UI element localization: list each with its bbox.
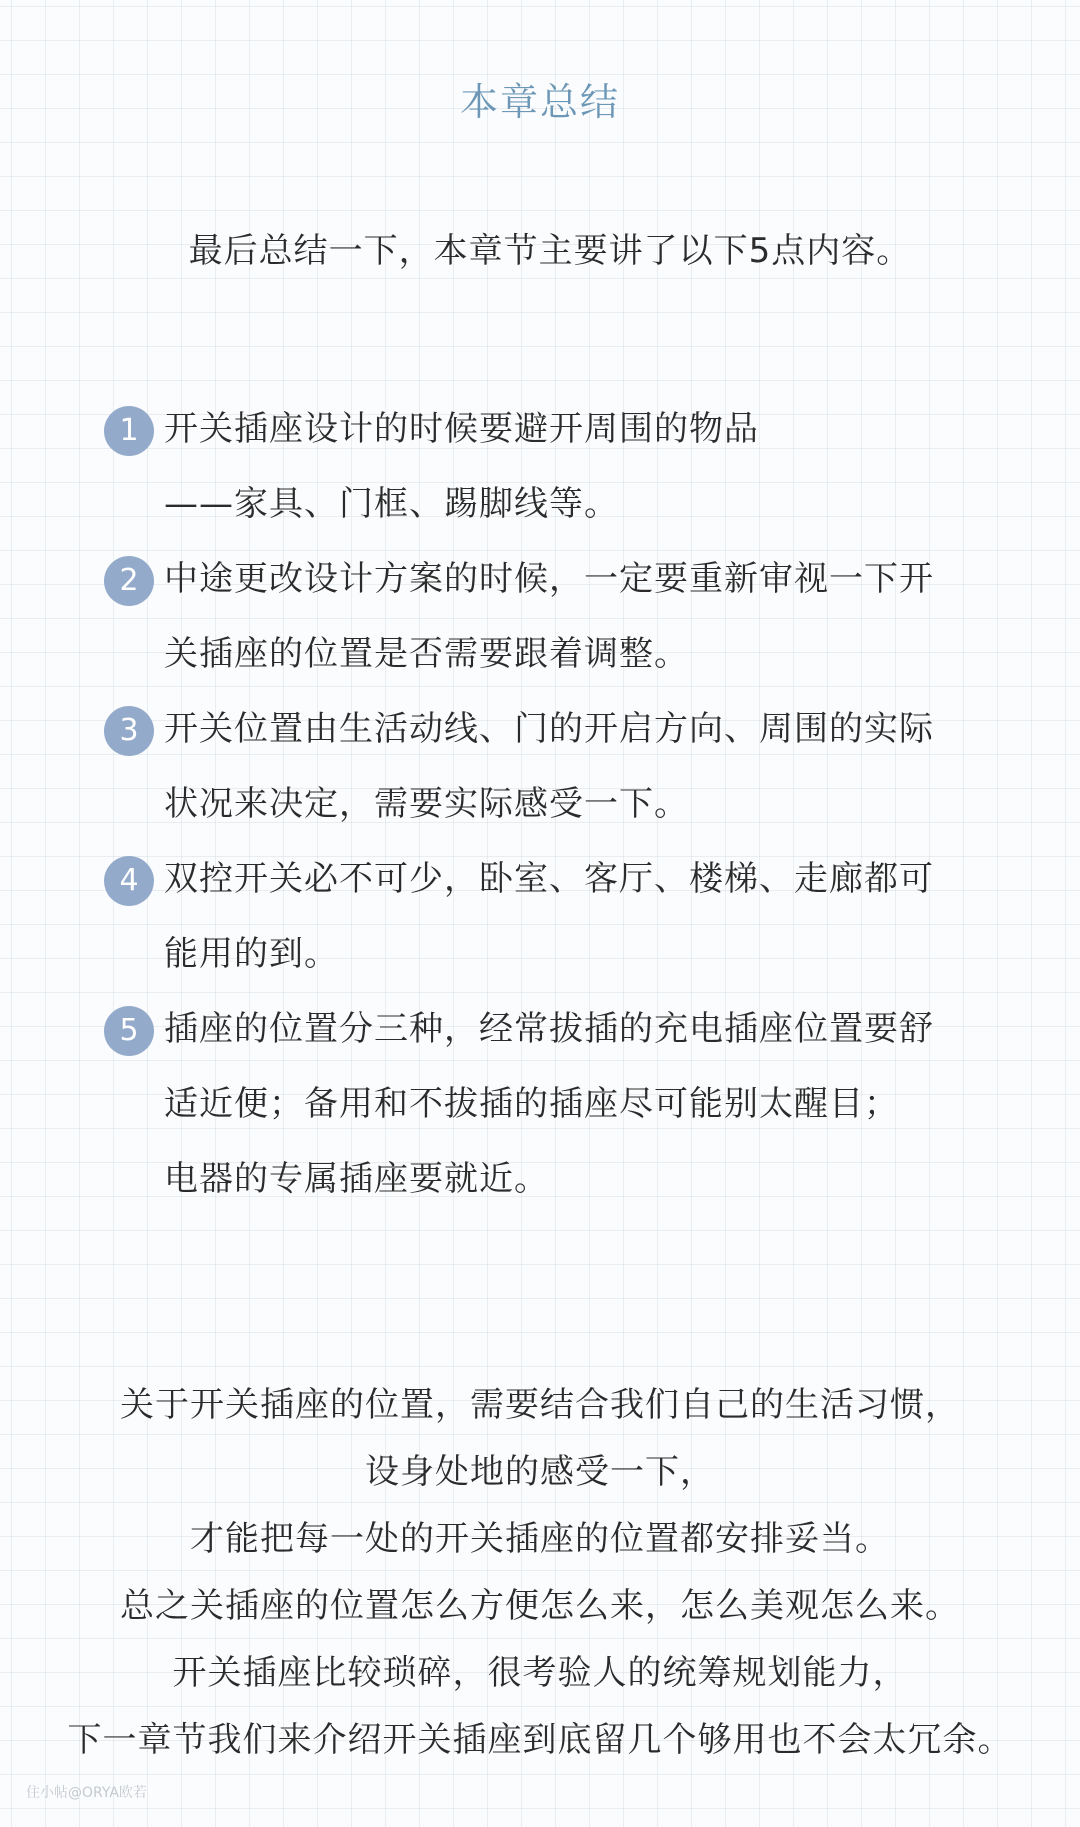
- summary-point-4: [104, 842, 1004, 992]
- point-text-line: 中途更改设计方案的时候，一定要重新审视一下开: [164, 559, 934, 599]
- number-badge: 5: [104, 1006, 154, 1056]
- point-text-line: 插座的位置分三种，经常拔插的充电插座位置要舒: [164, 1009, 934, 1049]
- summary-point-3: [104, 692, 1004, 842]
- watermark: 住小帖@ORYA欧若: [26, 1785, 147, 1801]
- closing-line: 关于开关插座的位置，需要结合我们自己的生活习惯，: [120, 1385, 960, 1425]
- point-text-line: 适近便；备用和不拔插的插座尽可能别太醒目；: [164, 1084, 899, 1124]
- point-text-line: 关插座的位置是否需要跟着调整。: [164, 634, 689, 674]
- summary-point-2: [104, 542, 1004, 692]
- number-badge: 2: [104, 556, 154, 606]
- closing-line: 总之关插座的位置怎么方便怎么来，怎么美观怎么来。: [120, 1586, 960, 1626]
- closing-line: 下一章节我们来介绍开关插座到底留几个够用也不会太冗余。: [67, 1720, 1013, 1760]
- number-badge: 3: [104, 706, 154, 756]
- page-title: 本章总结: [459, 80, 620, 124]
- summary-points-list: [104, 392, 1004, 1217]
- point-text-line: 开关插座设计的时候要避开周围的物品: [164, 409, 759, 449]
- point-text-line: 电器的专属插座要就近。: [164, 1159, 549, 1199]
- point-text-line: 能用的到。: [164, 934, 339, 974]
- number-badge: 4: [104, 856, 154, 906]
- closing-line: 开关插座比较琐碎，很考验人的统筹规划能力，: [172, 1653, 908, 1693]
- point-text-line: ——家具、门框、踢脚线等。: [164, 484, 619, 524]
- point-text-line: 双控开关必不可少，卧室、客厅、楼梯、走廊都可: [164, 859, 934, 899]
- summary-point-5: [104, 992, 1004, 1217]
- intro-text: 最后总结一下，本章节主要讲了以下5点内容。: [188, 231, 912, 271]
- closing-line: 设身处地的感受一下，: [365, 1452, 715, 1492]
- closing-line: 才能把每一处的开关插座的位置都安排妥当。: [190, 1519, 890, 1559]
- closing-paragraph: [0, 1372, 1080, 1774]
- point-text-line: 状况来决定，需要实际感受一下。: [164, 784, 689, 824]
- summary-point-1: [104, 392, 1004, 542]
- point-text-line: 开关位置由生活动线、门的开启方向、周围的实际: [164, 709, 934, 749]
- number-badge: 1: [104, 406, 154, 456]
